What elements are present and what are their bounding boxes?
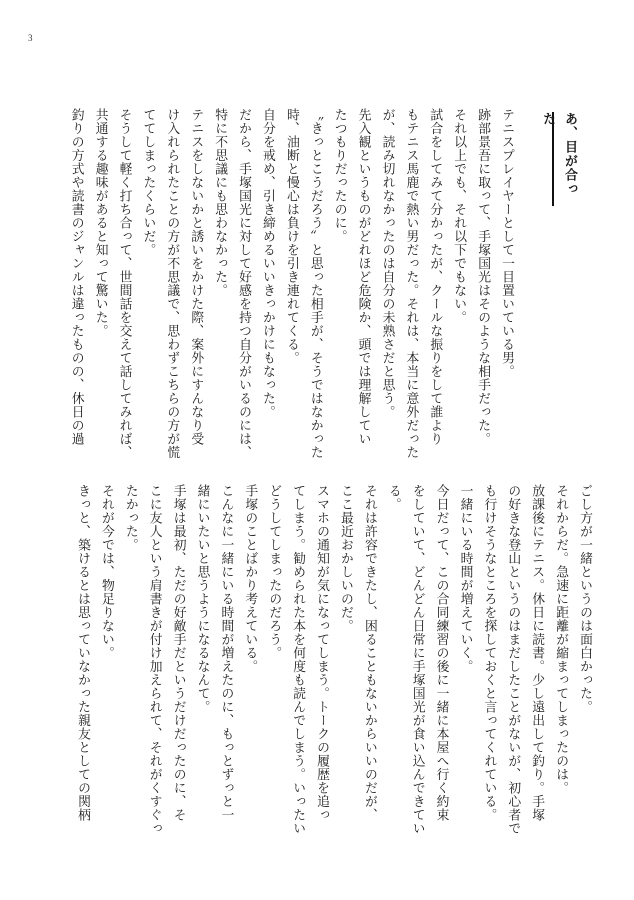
- text-column: 緒にいたいと思うようになるなんて。: [194, 484, 210, 714]
- text-column: 特に不思議にも思わなかった。: [212, 108, 228, 297]
- text-column: 跡部景吾に取って、手塚国光はそのような相手だった。: [475, 108, 491, 446]
- text-block-top: [68, 108, 518, 459]
- text-column: ててしまったくらいだ。: [140, 108, 156, 257]
- text-column: の好きな登山というのはまだしたことがないが、初心者で: [505, 484, 521, 835]
- text-column: それ以上でも、それ以下でもない。: [451, 108, 467, 324]
- text-column: 一緒にいる時間が増えていく。: [457, 484, 473, 673]
- text-column: こに友人という肩書きが付け加えられて、それがくすぐっ: [146, 484, 162, 835]
- text-column: 自分を戒め、引き締めるいいきっかけにもなった。: [259, 108, 275, 419]
- text-column: 手塚は最初、ただの好敵手だというだけだったのに、そ: [170, 484, 186, 822]
- text-column: ここ最近おかしいのだ。: [337, 484, 353, 633]
- text-column: それが今では、物足りない。: [98, 484, 114, 660]
- text-column: てしまう。勧められた本を何度も読んでしまう。いったい: [290, 484, 306, 835]
- text-column: それは許容できたし、困ることもないからいいのだが、: [361, 484, 377, 822]
- text-column: テニスプレイヤーとして一目置いている男。: [499, 108, 514, 378]
- text-column: テニスをしないかと誘いをかけた際、案外にすんなり受: [188, 108, 204, 446]
- text-column: だから、手塚国光に対して好感を持つ自分がいるのには、: [236, 108, 252, 459]
- text-column: け入れられたことの方が不思議で、思わずこちらの方が慌: [164, 108, 180, 459]
- text-column: が、読み切れなかったのは自分の未熟さだと思う。: [379, 108, 395, 419]
- text-column: それからだ。急速に距離が縮まってしまったのは。: [553, 484, 569, 795]
- text-column: きっと、築けるとは思っていなかった親友としての関柄: [74, 484, 90, 822]
- text-column: スマホの通知が気になってしまう。トークの履歴を追っ: [314, 484, 330, 822]
- text-column: 〝きっとこうだろう〟と思った相手が、そうではなかった: [307, 108, 323, 459]
- text-column: る。: [385, 484, 401, 511]
- text-column: 放課後にテニス。休日に読書。少し遠出して釣り。手塚: [529, 484, 545, 822]
- text-column: 試合をしてみて分かったが、クールな振りをして誰より: [427, 108, 443, 446]
- text-column: どうしてしまったのだろう。: [266, 484, 282, 660]
- text-column: 今日だって、この合同練習の後に一緒に本屋へ行く約束: [433, 484, 449, 822]
- text-column: をしていて、どんどん日常に手塚国光が食い込んできてい: [409, 484, 425, 835]
- text-column: こんなに一緒にいる時間が増えたのに、もっとずっと一: [218, 484, 234, 822]
- text-column: ごし方が一緒というのは面白かった。: [577, 484, 592, 714]
- text-column: 時、油断と慢心は負けを引き連れてくる。: [283, 108, 299, 365]
- text-column: 手塚のことばかり考えている。: [242, 484, 258, 673]
- text-column: も行けそうなところを探しておくと言ってくれている。: [481, 484, 497, 822]
- text-block-bottom: [74, 484, 596, 844]
- text-column: 先入観というものがどれほど危険か、頭では理解してい: [355, 108, 371, 446]
- text-column: 共通する趣味があると知って驚いた。: [92, 108, 108, 338]
- text-column: たつもりだったのに。: [331, 108, 347, 243]
- chapter-title: あ、目が合った: [552, 112, 580, 206]
- page-number: 3: [28, 33, 33, 43]
- text-column: もテニス馬鹿で熱い男だった。それは、本当に意外だった: [403, 108, 419, 459]
- text-column: 釣りの方式や読書のジャンルは違ったものの、休日の過: [68, 108, 84, 446]
- text-column: そうして軽く打ち合って、世間話を交えて話してみれば、: [116, 108, 132, 459]
- text-column: たかった。: [122, 484, 138, 552]
